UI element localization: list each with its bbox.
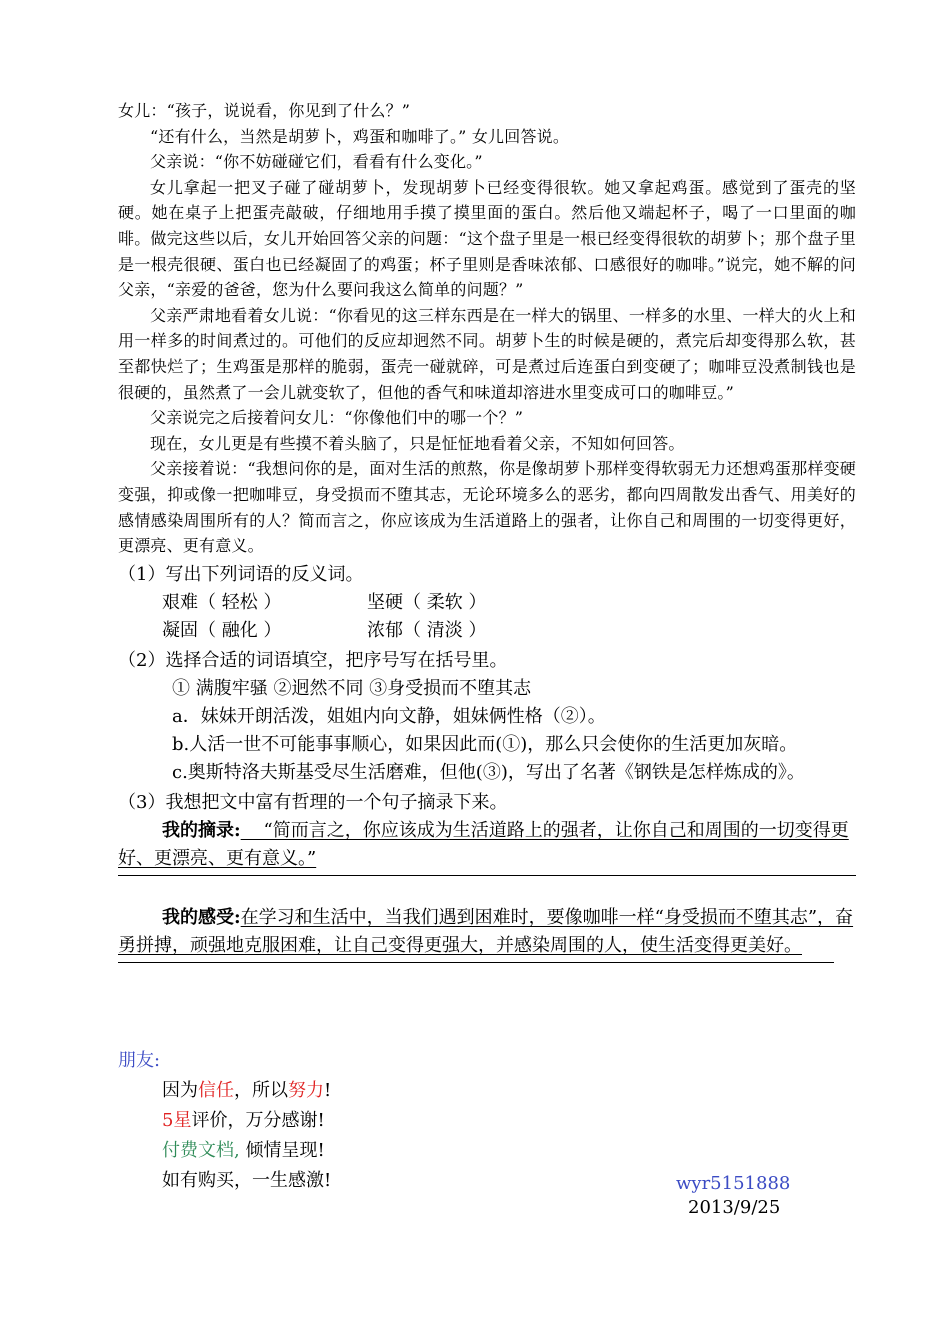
promo-text: 倾情呈现! (239, 1140, 325, 1161)
promo-line (118, 1136, 331, 1166)
fill-item-b: b.人活一世不可能事事顺心，如果因此而(①)，那么只会使你的生活更加灰暗。 (172, 733, 798, 755)
promo-line: 如有购买，一生感激! (162, 1170, 332, 1191)
promo-line (118, 1076, 331, 1106)
question-3 (118, 789, 856, 963)
story-paragraph: 女儿拿起一把叉子碰了碰胡萝卜，发现胡萝卜已经变得很软。她又拿起鸡蛋。感觉到了蛋壳的坚硬。她在桌子上把蛋壳敲破，仔细地用手摸了摸里面的蛋白。然后他又端起杯子，喝了一口里面的咖啡。做完这些以后，女儿开始回答父亲的问题：“这个盘子里是一根已经变得很软的胡萝卜；那个盘子里是一根壳很硬、蛋白也已经凝固了的鸡蛋；杯子里则是香味浓郁、口感很好的咖啡。”说完，她不解的问父亲，“亲爱的爸爸，您为什么要问我这么简单的问题？” (118, 177, 856, 300)
excerpt-label: 我的摘录: (162, 819, 241, 841)
question-2 (118, 647, 856, 787)
promo-text: ! (324, 1080, 332, 1101)
antonym-pair: 艰难（ 轻松 ） (162, 591, 282, 613)
antonym-pair: 坚硬（ 柔软 ） (367, 591, 487, 613)
story-paragraph: 父亲说：“你不妨碰碰它们，看看有什么变化。” (150, 152, 483, 172)
excerpt-block (118, 817, 856, 873)
promo-text: ，所以 (234, 1080, 288, 1101)
antonym-pair: 凝固（ 融化 ） (162, 619, 282, 641)
question-title: （2）选择合适的词语填空，把序号写在括号里。 (118, 649, 508, 671)
feeling-text: 在学习和生活中，当我们遇到困难时，要像咖啡一样“身受损而不堕其志”，奋勇拼搏，顽强地克服困难，让自己变得更强大，并感染周围的人，使生活变得更美好。 (118, 906, 854, 956)
promo-text: 因为 (162, 1080, 198, 1101)
promo-line (118, 1106, 331, 1136)
signature-date: 2013/9/25 (688, 1197, 781, 1218)
story-paragraph: 女儿：“孩子，说说看，你见到了什么？” (118, 101, 411, 120)
promo-highlight: 付费文档, (162, 1140, 240, 1161)
question-title: （1）写出下列词语的反义词。 (118, 563, 364, 585)
feeling-block (118, 904, 856, 960)
promo-highlight: 努力 (288, 1080, 324, 1101)
fill-item-a: a．妹妹开朗活泼，姐姐内向文静，姐妹俩性格（②）。 (172, 705, 606, 727)
antonym-row (118, 589, 856, 617)
promo-greeting: 朋友: (118, 1050, 161, 1071)
story-paragraph: 现在，女儿更是有些摸不着头脑了，只是怔怔地看着父亲，不知如何回答。 (150, 433, 685, 453)
promo-text: 评价，万分感谢! (191, 1110, 325, 1131)
feeling-label: 我的感受: (162, 906, 241, 928)
answer-line (118, 962, 834, 963)
signature-id: wyr5151888 (676, 1173, 791, 1194)
promo-block (118, 1046, 331, 1196)
story-text (118, 98, 856, 559)
antonym-row (118, 617, 856, 645)
document-page (118, 98, 856, 963)
question-1 (118, 561, 856, 645)
promo-highlight: 5星 (162, 1110, 192, 1131)
signature-block (676, 1172, 790, 1220)
story-paragraph: “还有什么，当然是胡萝卜，鸡蛋和咖啡了。” 女儿回答说。 (150, 126, 570, 146)
word-options: ① 满腹牢骚 ②迥然不同 ③身受损而不堕其志 (172, 677, 532, 699)
story-paragraph: 父亲接着说：“我想问你的是，面对生活的煎熬，你是像胡萝卜那样变得软弱无力还想鸡蛋那样变硬变强，抑或像一把咖啡豆，身受损而不堕其志，无论环境多么的恶劣，都向四周散发出香气、用美好的感情感染周围所有的人？简而言之，你应该成为生活道路上的强者，让你自己和周围的一切变得更好，更漂亮、更有意义。 (118, 459, 856, 556)
story-paragraph: 父亲说完之后接着问女儿：“你像他们中的哪一个？” (150, 408, 524, 428)
antonym-pair: 浓郁（ 清淡 ） (367, 619, 487, 641)
promo-highlight: 信任 (198, 1080, 234, 1101)
story-paragraph: 父亲严肃地看着女儿说：“你看见的这三样东西是在一样大的锅里、一样多的水里、一样大的火上和用一样多的时间煮过的。可他们的反应却迥然不同。胡萝卜生的时候是硬的，煮完后却变得那么软，甚至都快烂了；生鸡蛋是那样的脆弱，蛋壳一碰就碎，可是煮过后连蛋白到变硬了；咖啡豆没煮制钱也是很硬的，虽然煮了一会儿就变软了，但他的香气和味道却溶进水里变成可口的咖啡豆。” (118, 305, 856, 402)
fill-item-c: c.奥斯特洛夫斯基受尽生活磨难，但他(③)，写出了名著《钢铁是怎样炼成的》。 (172, 761, 805, 783)
question-title: （3）我想把文中富有哲理的一个句子摘录下来。 (118, 791, 508, 813)
excerpt-text: “简而言之，你应该成为生活道路上的强者，让你自己和周围的一切变得更好、更漂亮、更有意义。” (118, 819, 849, 869)
